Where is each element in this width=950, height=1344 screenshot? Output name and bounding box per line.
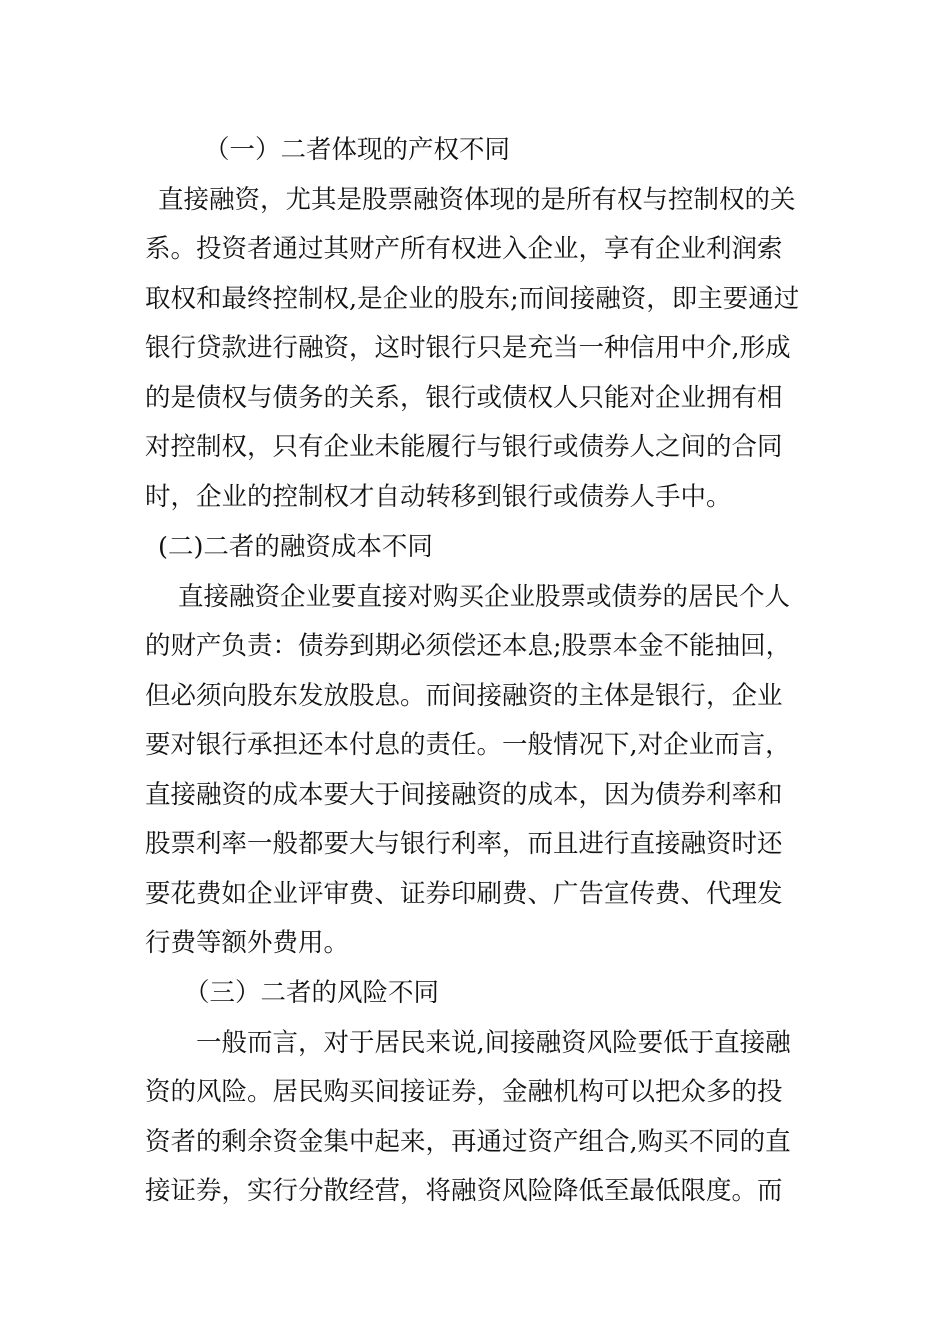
paragraph-3-line-3: 资者的剩余资金集中起来，再通过资产组合,购买不同的直 <box>145 1127 791 1157</box>
paragraph-1-line-7: 时，企业的控制权才自动转移到银行或债券人手中。 <box>145 482 732 512</box>
paragraph-1-line-1: 直接融资，尤其是股票融资体现的是所有权与控制权的关 <box>158 185 796 215</box>
section-heading-1: （一）二者体现的产权不同 <box>204 135 511 165</box>
section-heading-3: （三）二者的风险不同 <box>184 978 440 1008</box>
paragraph-3-line-1: 一般而言，对于居民来说,间接融资风险要低于直接融 <box>196 1028 791 1058</box>
paragraph-2-line-5: 直接融资的成本要大于间接融资的成本，因为债券利率和 <box>145 780 783 810</box>
paragraph-2-line-1: 直接融资企业要直接对购买企业股票或债券的居民个人 <box>178 582 791 612</box>
paragraph-2-line-7: 要花费如企业评审费、证券印刷费、广告宣传费、代理发 <box>145 879 783 909</box>
paragraph-2-line-3: 但必须向股东发放股息。而间接融资的主体是银行，企业 <box>145 681 783 711</box>
section-heading-2: (二)二者的融资成本不同 <box>158 532 433 562</box>
paragraph-2-line-2: 的财产负责：债券到期必须偿还本息;股票本金不能抽回， <box>145 631 792 661</box>
paragraph-3-line-4: 接证券，实行分散经营，将融资风险降低至最低限度。而 <box>145 1176 783 1206</box>
paragraph-2-line-8: 行费等额外费用。 <box>145 928 350 958</box>
paragraph-1-line-4: 银行贷款进行融资，这时银行只是充当一种信用中介,形成 <box>145 333 791 363</box>
paragraph-2-line-6: 股票利率一般都要大与银行利率，而且进行直接融资时还 <box>145 829 783 859</box>
paragraph-2-line-4: 要对银行承担还本付息的责任。一般情况下,对企业而言， <box>145 730 791 760</box>
paragraph-1-line-5: 的是债权与债务的关系，银行或债权人只能对企业拥有相 <box>145 383 783 413</box>
paragraph-1-line-3: 取权和最终控制权,是企业的股东;而间接融资，即主要通过 <box>145 284 800 314</box>
paragraph-3-line-2: 资的风险。居民购买间接证券，金融机构可以把众多的投 <box>145 1077 783 1107</box>
paragraph-1-line-2: 系。投资者通过其财产所有权进入企业，享有企业利润索 <box>145 234 783 264</box>
paragraph-1-line-6: 对控制权，只有企业未能履行与银行或债券人之间的合同 <box>145 432 783 462</box>
